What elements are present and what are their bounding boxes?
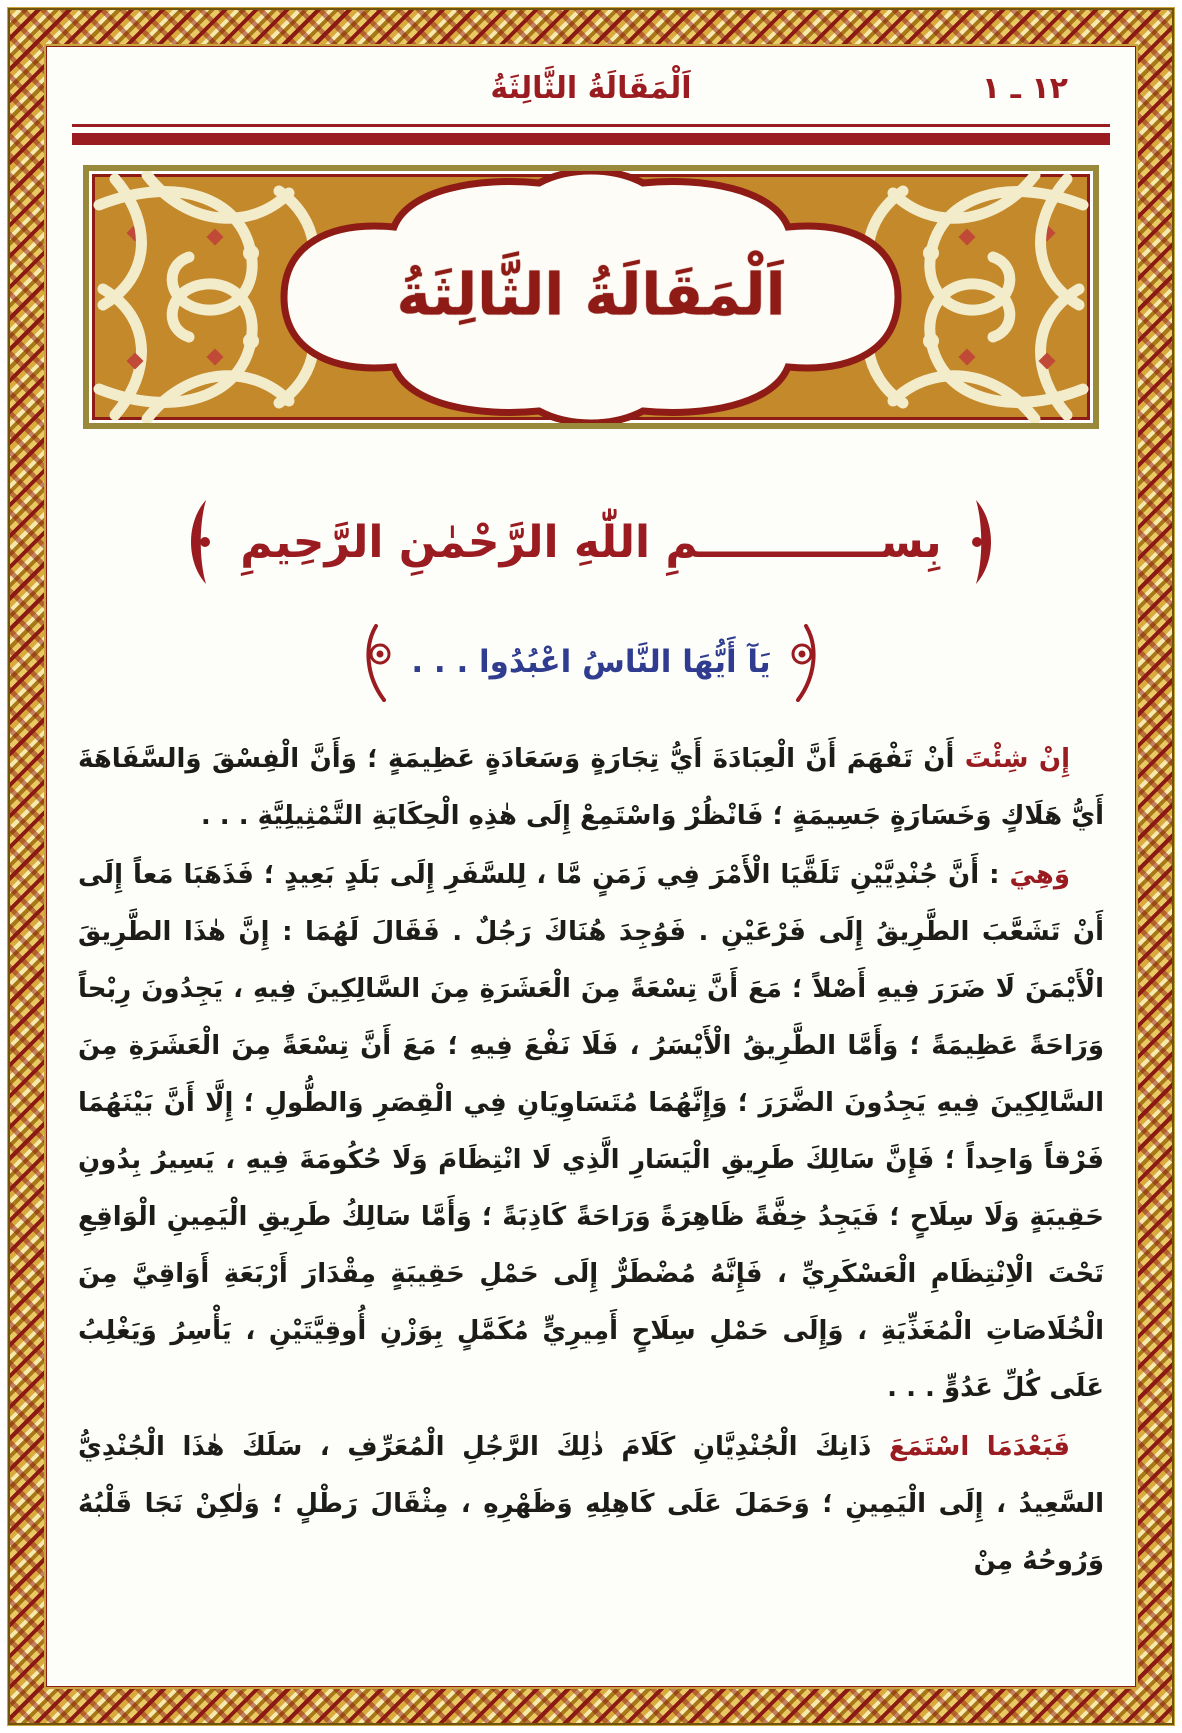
chapter-title-box <box>83 165 1099 429</box>
paragraph-1-lead: إِنْ شِئْتَ <box>964 744 1070 774</box>
paragraph-2-body: : أَنَّ جُنْدِيَّيْنِ تَلَقَّيَا الْأَمْرَ فِي زَمَنٍ مَّا ، لِلسَّفَرِ إِلَى بَلَدٍ بَعِيدٍ ؛ فَذَهَبَا مَعاً إِلَى أَنْ تَشَعَّبَ الطَّرِيقُ إِلَى فَرْعَيْنِ . فَوُجِدَ هُنَاكَ رَجُلٌ . فَقَالَ لَهُمَا : إِنَّ هٰذَا الطَّرِيقَ الْأَيْمَنَ لَا ضَرَرَ فِيهِ أَصْلاً ؛ مَعَ أَنَّ تِسْعَةً مِنَ الْعَشَرَةِ مِنَ السَّالِكِينَ فِيهِ ، يَجِدُونَ رِبْحاً وَرَاحَةً عَظِيمَةً ؛ وَأَمَّا الطَّرِيقُ الْأَيْسَرُ ، فَلَا نَفْعَ فِيهِ ؛ مَعَ أَنَّ تِسْعَةً مِنَ الْعَشَرَةِ مِنَ السَّالِكِينَ فِيهِ يَجِدُونَ الضَّرَرَ ؛ وَإِنَّهُمَا مُتَسَاوِيَانِ فِي الْقِصَرِ وَالطُّولِ ؛ إِلَّا أَنَّ بَيْنَهُمَا فَرْقاً وَاحِداً ؛ فَإِنَّ سَالِكَ طَرِيقِ الْيَسَارِ الَّذِي لَا انْتِظَامَ وَلَا حُكُومَةَ فِيهِ ، يَسِيرُ بِدُونِ حَقِيبَةٍ وَلَا سِلَاحٍ ؛ فَيَجِدُ خِفَّةً ظَاهِرَةً وَرَاحَةً كَاذِبَةً ؛ وَأَمَّا سَالِكُ طَرِيقِ الْيَمِينِ الْوَاقِعِ تَحْتَ الْاِنْتِظَامِ الْعَسْكَرِيِّ ، فَإِنَّهُ مُضْطَرٌّ إِلَى حَمْلِ حَقِيبَةٍ مِقْدَارَ أَرْبَعَةِ أَوَاقِيَّ مِنَ الْخُلَاصَاتِ الْمُغَذِّيَةِ ، وَإِلَى حَمْلِ سِلَاحٍ أَمِيرِيٍّ مُكَمَّلٍ بِوَزْنِ أُوقِيَّتَيْنِ ، يَأْسِرُ وَيَغْلِبُ عَلَى كُلِّ عَدُوٍّ . . . <box>78 860 1104 1403</box>
chapter-title: اَلْمَقَالَةُ الثَّالِثَةُ <box>396 260 786 329</box>
page-content <box>44 44 1138 1689</box>
paragraph-2 <box>78 847 1104 1417</box>
paragraph-2-lead: وَهِيَ <box>1009 860 1070 890</box>
body-text <box>72 731 1110 1590</box>
verse-text: يَآ أَيُّهَا النَّاسُ اعْبُدُوا . . . <box>411 644 771 680</box>
paragraph-1-body: أَنْ تَفْهَمَ أَنَّ الْعِبَادَةَ أَيُّ تِجَارَةٍ وَسَعَادَةٍ عَظِيمَةٍ ؛ وَأَنَّ الْفِسْقَ وَالسَّفَاهَةَ أَيُّ هَلَاكٍ وَخَسَارَةٍ جَسِيمَةٍ ؛ فَانْظُرْ وَاسْتَمِعْ إِلَى هٰذِهِ الْحِكَايَةِ التَّمْثِيلِيَّةِ . . . <box>78 744 1104 831</box>
header <box>72 60 1110 118</box>
basmala-text: بِســــــــــــمِ اللّٰهِ الرَّحْمٰنِ الرَّحِيمِ <box>240 516 942 568</box>
basmala-row <box>72 483 1110 601</box>
header-divider-thin <box>72 124 1110 127</box>
paragraph-3-body: ذَانِكَ الْجُنْدِيَّانِ كَلَامَ ذٰلِكَ الرَّجُلِ الْمُعَرِّفِ ، سَلَكَ هٰذَا الْجُنْدِيُّ السَّعِيدُ ، إِلَى الْيَمِينِ ؛ وَحَمَلَ عَلَى كَاهِلِهِ وَظَهْرِهِ ، مِثْقَالَ رَطْلٍ ؛ وَلٰكِنْ نَجَا قَلْبُهُ وَرُوحُهُ مِنْ <box>78 1432 1104 1576</box>
paragraph-1 <box>78 731 1104 845</box>
basmala-left-ornament-icon <box>184 494 214 590</box>
paragraph-3 <box>78 1419 1104 1590</box>
basmala-right-ornament-icon <box>968 494 998 590</box>
decorative-frame-border <box>8 8 1174 1725</box>
paragraph-3-lead: فَبَعْدَمَا اسْتَمَعَ <box>888 1432 1070 1462</box>
verse-open-bracket-icon <box>787 622 817 702</box>
page-number: ١٢ ـ ١ <box>981 71 1068 106</box>
verse-row <box>72 623 1110 701</box>
verse-close-bracket-icon <box>365 622 395 702</box>
running-title: اَلْمَقَالَةُ الثَّالِثَةُ <box>490 71 692 106</box>
header-divider-thick <box>72 133 1110 145</box>
